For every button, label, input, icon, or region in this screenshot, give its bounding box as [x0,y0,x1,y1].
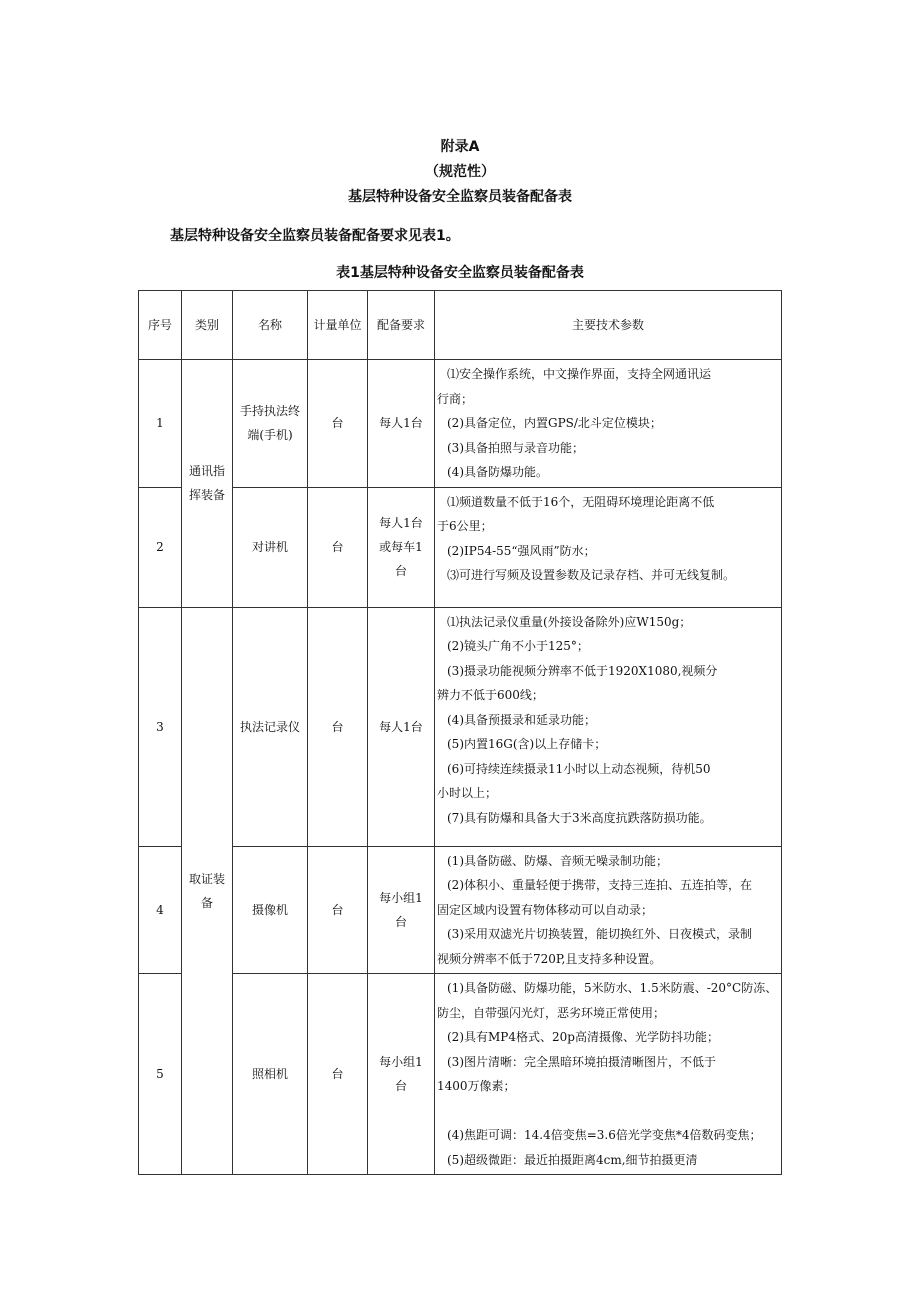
header-cell: 名称 [233,291,308,360]
requirement-text: 每小组1 [379,1055,423,1069]
param-line [437,1099,779,1124]
params-cell [435,487,782,607]
param-line: (5)超级微距：最近拍摄距离4cm,细节拍摄更清 [447,1152,698,1167]
category-text: 取证装 [188,871,225,886]
param-line: 于6公里； [437,519,493,533]
category-cell [182,607,233,1175]
row-number: 2 [139,487,182,607]
table-row [139,487,782,607]
requirement-text: 台 [394,914,407,929]
item-name-text: 端(手机) [247,428,293,443]
param-line: (4)具备预摄录和延录功能； [447,712,596,727]
params-cell [435,974,782,1175]
document-title: 基层特种设备安全监察员装备配备表 [348,189,572,205]
requirement-text: 每人1台 [379,719,423,734]
row-number: 1 [139,360,182,488]
requirement-text: 台 [394,1079,407,1093]
param-line: (3)具备拍照与录音功能； [447,440,584,455]
requirement-cell [368,360,435,488]
requirement-cell [368,974,435,1175]
table-row [139,974,782,1175]
param-line: ⑴执法记录仪重量(外接设备除外)应W150g； [447,614,692,629]
param-line: (1)具备防磁、防爆功能，5米防水、1.5米防震、-20°C防冻、 [447,981,778,995]
table-row [139,360,782,488]
param-line: (4)焦距可调：14.4倍变焦=3.6倍光学变焦*4倍数码变焦； [447,1128,762,1142]
param-line: 视频分辨率不低于720P,且支持多种设置。 [437,951,662,966]
item-name [233,607,308,846]
item-name [233,360,308,488]
param-line: (2)IP54-55“强风雨”防水； [447,543,596,558]
param-line: (4)具备防爆功能。 [447,465,548,479]
params-cell [435,360,782,488]
category-text: 挥装备 [188,488,225,503]
unit-cell: 台 [308,846,368,974]
unit-cell: 台 [308,360,368,488]
item-name [233,487,308,607]
table-caption: 表1基层特种设备安全监察员装备配备表 [336,265,584,281]
header-cell: 主要技术参数 [435,291,782,360]
item-name-text: 手持执法终 [239,404,300,419]
header-cell: 计量单位 [308,291,368,360]
param-line: (5)内置16G(含)以上存储卡； [447,737,607,751]
param-line: (3)摄录功能视频分辨率不低于1920X1080,视频分 [447,663,718,678]
category-text: 通讯指 [188,464,225,479]
table-row [139,607,782,846]
header-cell: 序号 [139,291,182,360]
requirement-text: 每人1台 [379,516,423,530]
params-cell [435,846,782,974]
row-number: 5 [139,974,182,1175]
param-line: (2)具有MP4格式、20p高清摄像、光学防抖功能； [447,1030,719,1044]
item-name [233,974,308,1175]
header-cell: 类别 [182,291,233,360]
unit-cell: 台 [308,607,368,846]
equipment-table [138,290,782,1175]
param-line: (3)图片清晰：完全黑暗环境拍摄清晰图片，不低于 [447,1054,716,1069]
param-line: (2)镜头广角不小于125°； [447,639,589,653]
item-name [233,846,308,974]
item-name-text: 对讲机 [251,540,288,554]
param-line: (2)具备定位，内置GPS/北斗定位模块； [447,416,662,430]
param-line: (3)采用双滤光片切换装置，能切换红外、日夜模式，录制 [447,927,753,941]
item-name-text: 照相机 [251,1067,288,1081]
param-line: ⑴频道数量不低于16个，无阻碍环境理论距离不低 [447,494,715,509]
appendix-label: 附录A [440,139,480,155]
item-name-text: 摄像机 [251,902,288,917]
param-line: ⑶可进行写频及设置参数及记录存档、并可无线复制。 [447,568,736,582]
header-cell: 配备要求 [368,291,435,360]
requirement-cell [368,607,435,846]
category-text: 备 [200,895,213,910]
param-line: (2)体积小、重量轻便于携带，支持三连拍、五连拍等，在 [447,878,753,892]
requirement-text: 台 [394,564,407,578]
row-number: 4 [139,846,182,974]
requirement-cell [368,487,435,607]
requirement-text: 或每车1 [379,540,423,554]
normative-label: （规范性） [425,164,495,180]
unit-cell: 台 [308,974,368,1175]
param-line: (7)具有防爆和具备大于3米高度抗跌落防损功能。 [447,810,712,825]
params-cell [435,607,782,846]
param-line: 固定区域内设置有物体移动可以自动录； [437,902,654,917]
requirement-cell [368,846,435,974]
category-cell [182,360,233,608]
param-line: (6)可持续连续摄录11小时以上动态视频，待机50 [447,761,711,776]
item-name-text: 执法记录仪 [239,719,300,734]
requirement-text: 每小组1 [379,890,423,905]
param-line: 行商； [437,391,474,406]
requirement-text: 每人1台 [379,416,423,431]
param-line: 1400万像素； [437,1079,516,1093]
row-number: 3 [139,607,182,846]
intro-paragraph: 基层特种设备安全监察员装备配备要求见表1。 [170,228,460,244]
param-line: 小时以上； [437,786,498,800]
unit-cell: 台 [308,487,368,607]
table-header-row [139,291,782,360]
param-line: (1)具备防磁、防爆、音频无噪录制功能； [447,853,668,868]
param-line: ⑴安全操作系统，中文操作界面，支持全网通讯运 [447,367,712,381]
table-row [139,846,782,974]
param-line: 防尘，自带强闪光灯，恶劣环境正常使用； [437,1005,666,1020]
param-line: 辨力不低于600线； [437,688,544,702]
